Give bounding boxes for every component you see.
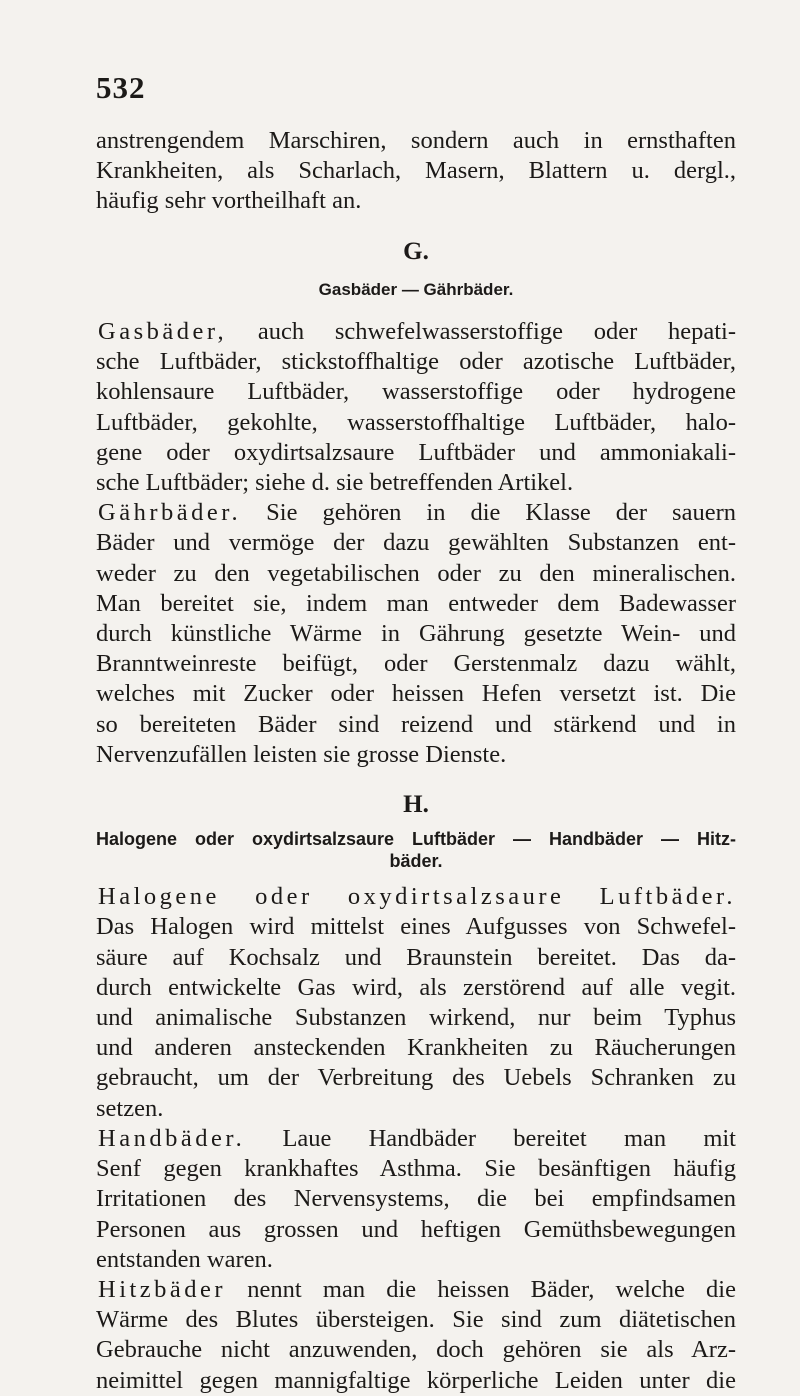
entry-head: Gasbäder, <box>98 318 228 346</box>
paragraph-hitzbaeder <box>96 1275 736 1396</box>
text-fragment: auch schwefelwasserstoffige oder hepati- <box>227 318 736 346</box>
text-fragment: Sie gehören in die Klasse der sauern <box>241 499 736 527</box>
text-line: Das Halogen wird mittelst eines Aufgusses von Schwefel- <box>96 913 736 941</box>
paragraph-gasbaeder <box>96 317 736 498</box>
text-line: Man bereitet sie, indem man entweder dem Badewasser <box>96 589 736 617</box>
section-title-h <box>96 828 736 872</box>
text-line: durch künstliche Wärme in Gährung gesetzte Wein- und <box>96 620 736 648</box>
text-line: sche Luftbäder; siehe d. sie betreffenden Artikel. <box>96 469 574 497</box>
text-line: Personen aus grossen und heftigen Gemüthsbewegungen <box>96 1215 736 1243</box>
text-line <box>96 882 736 912</box>
section-title-g: Gasbäder — Gährbäder. <box>318 279 514 299</box>
text-line: gene oder oxydirtsalzsaure Luftbäder und ammoniakali- <box>96 438 736 466</box>
paragraph-handbaeder <box>96 1124 736 1275</box>
text-fragment: nennt man die heissen Bäder, welche die <box>226 1275 736 1303</box>
intro-paragraph <box>96 126 736 217</box>
text-line: welches mit Zucker oder heissen Hefen versetzt ist. Die <box>96 680 736 708</box>
entry-head: Hitzbäder <box>98 1275 227 1303</box>
text-line: so bereiteten Bäder sind reizend und stärkend und in <box>96 710 736 738</box>
text-line: weder zu den vegetabilischen oder zu den mineralischen. <box>96 559 736 587</box>
text-line: und animalische Substanzen wirkend, nur beim Typhus <box>96 1004 736 1032</box>
text-line: setzen. <box>96 1094 164 1122</box>
text-line: häufig sehr vortheilhaft an. <box>96 187 362 215</box>
text-line: und anderen ansteckenden Krankheiten zu Räucherungen <box>96 1034 736 1062</box>
text-line: Irritationen des Nervensystems, die bei empfindsamen <box>96 1185 736 1213</box>
text-line: Gebrauche nicht anzuwenden, doch gehören sie als Arz- <box>96 1336 736 1364</box>
text-line: durch entwickelte Gas wird, als zerstörend auf alle vegit. <box>96 973 736 1001</box>
entry-head: Gährbäder. <box>98 499 242 527</box>
text-line: Senf gegen krankhaftes Asthma. Sie besänftigen häufig <box>96 1155 736 1183</box>
text-line: sche Luftbäder, stickstoffhaltige oder azotische Luftbäder, <box>96 348 736 376</box>
text-fragment: Laue Handbäder bereitet man mit <box>245 1124 736 1152</box>
paragraph-gaehrbaeder <box>96 498 736 770</box>
text-line: Nervenzufällen leisten sie grosse Dienste. <box>96 740 507 768</box>
text-line: neimittel gegen mannigfaltige körperliche Leiden unter die <box>96 1366 736 1394</box>
text-line <box>96 1275 736 1305</box>
section-letter-h: H. <box>403 791 429 819</box>
section-title-line: Halogene oder oxydirtsalzsaure Luftbäder — Handbäder — Hitz- <box>96 829 736 850</box>
text-line: Bäder und vermöge der dazu gewählten Substanzen ent- <box>96 529 736 557</box>
entry-head: Handbäder. <box>98 1124 246 1152</box>
text-line: anstrengendem Marschiren, sondern auch in ernsthaften <box>96 127 736 154</box>
page-number: 532 <box>96 70 146 105</box>
text-line: gebraucht, um der Verbreitung des Uebels Schranken zu <box>96 1064 736 1092</box>
section-title-line: bäder. <box>389 851 443 872</box>
text-line: säure auf Kochsalz und Braunstein bereitet. Das da- <box>96 943 736 971</box>
text-line <box>96 1124 736 1154</box>
text-line <box>96 498 736 528</box>
text-line: kohlensaure Luftbäder, wasserstoffige oder hydrogene <box>96 378 736 406</box>
text-line: Luftbäder, gekohlte, wasserstoffhaltige Luftbäder, halo- <box>96 408 736 436</box>
text-line: Wärme des Blutes übersteigen. Sie sind zum diätetischen <box>96 1306 736 1334</box>
entry-head: Halogene oder oxydirtsalzsaure Luftbäder. <box>98 883 736 911</box>
text-line <box>96 317 736 347</box>
text-line: entstanden waren. <box>96 1245 273 1273</box>
paragraph-halogene <box>96 882 736 1124</box>
section-letter-g: G. <box>403 237 429 265</box>
text-line: Krankheiten, als Scharlach, Masern, Blattern u. dergl., <box>96 157 736 185</box>
text-line: Branntweinreste beifügt, oder Gerstenmalz dazu wählt, <box>96 650 736 678</box>
body-text <box>96 126 736 1396</box>
